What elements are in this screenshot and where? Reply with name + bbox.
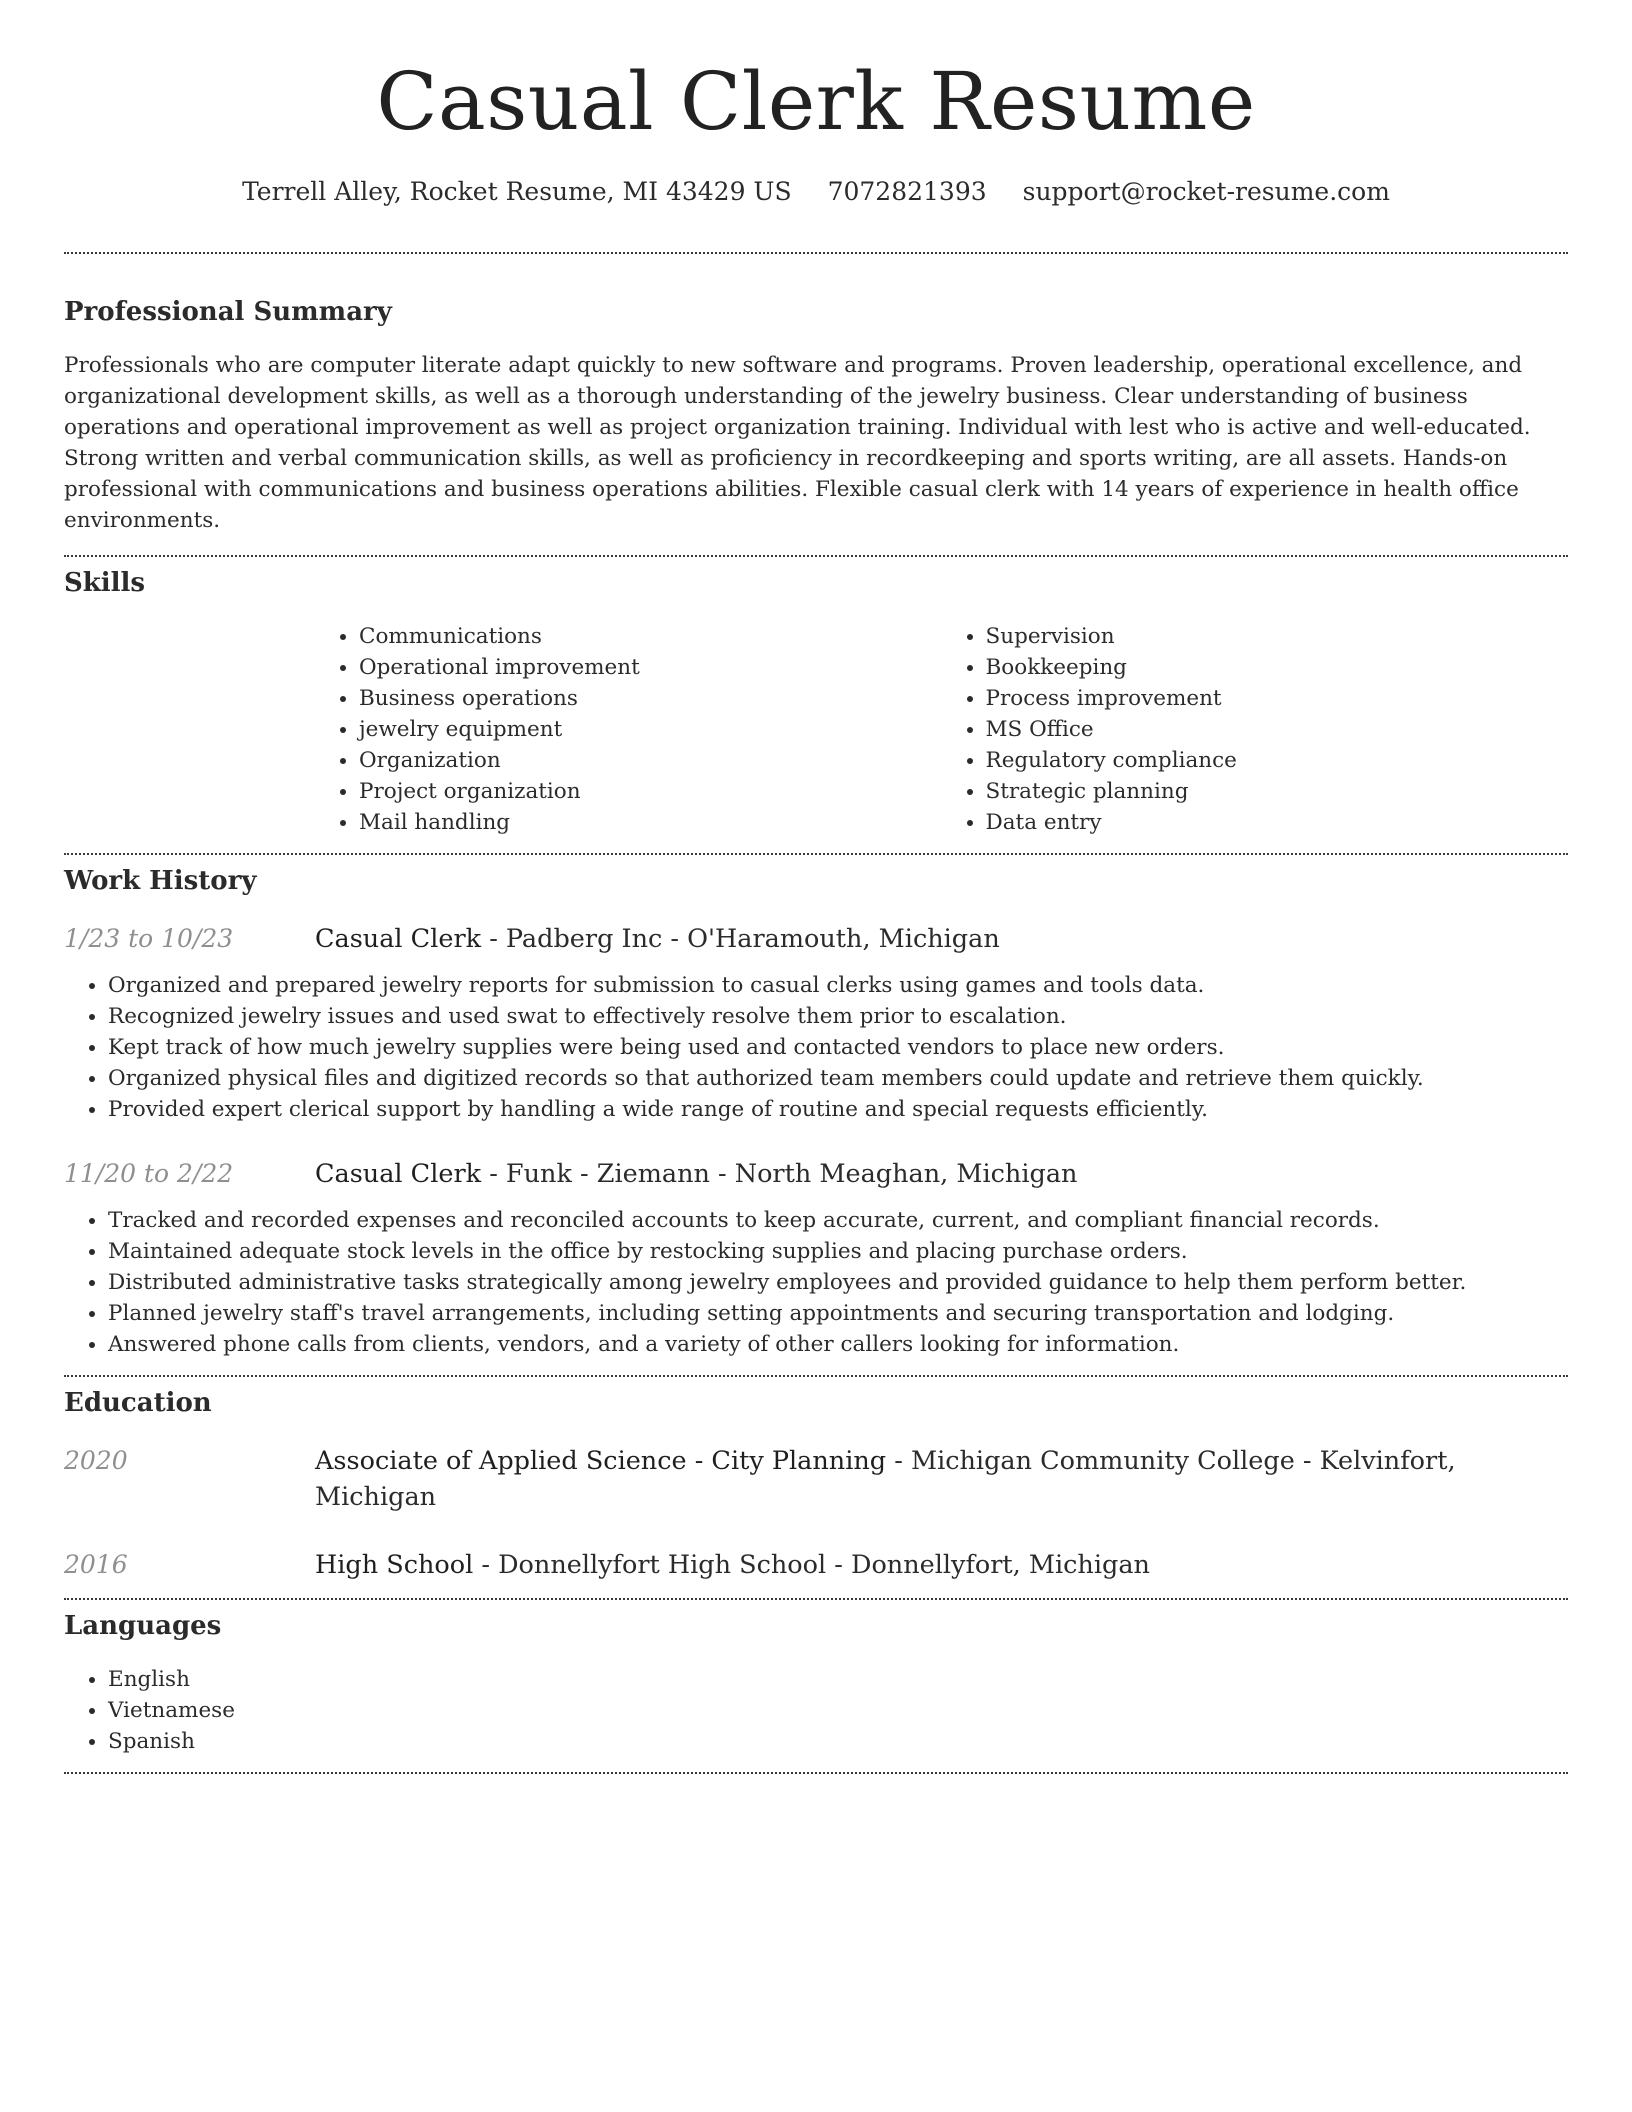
divider bbox=[64, 1772, 1568, 1774]
job-bullet: • Recognized jewelry issues and used swat to effectively resolve them prior to escalation. bbox=[108, 1001, 1568, 1032]
job-bullet: • Kept track of how much jewelry supplies were being used and contacted vendors to place new orders. bbox=[108, 1032, 1568, 1063]
job-entry bbox=[64, 921, 1568, 1125]
education-school: - Michigan Community College - Kelvinfort, Michigan bbox=[315, 1446, 1456, 1512]
skill-item: • Regulatory compliance bbox=[986, 745, 1569, 776]
job-heading bbox=[315, 921, 1000, 957]
skill-item: • Communications bbox=[359, 621, 942, 652]
job-bullet: • Planned jewelry staff's travel arrangements, including setting appointments and securing transportation and lodging. bbox=[108, 1298, 1568, 1329]
education-entry bbox=[64, 1547, 1568, 1583]
divider bbox=[64, 853, 1568, 855]
skill-item: • Data entry bbox=[986, 807, 1569, 838]
resume-page bbox=[64, 0, 1568, 1774]
job-bullets bbox=[64, 970, 1568, 1125]
job-employer: - Padberg Inc - O'Haramouth, Michigan bbox=[481, 924, 1000, 954]
language-item: • English bbox=[108, 1664, 1568, 1695]
job-bullet: • Maintained adequate stock levels in the office by restocking supplies and placing purchase orders. bbox=[108, 1236, 1568, 1267]
divider bbox=[64, 555, 1568, 557]
education-entry bbox=[64, 1443, 1568, 1515]
work-section bbox=[64, 863, 1568, 1360]
skill-item: • Organization bbox=[359, 745, 942, 776]
job-title: Casual Clerk bbox=[315, 1159, 482, 1189]
job-bullet: • Organized physical files and digitized records so that authorized team members could update and retrieve them quickly. bbox=[108, 1063, 1568, 1094]
job-heading bbox=[315, 1156, 1077, 1192]
skill-item: • Process improvement bbox=[986, 683, 1569, 714]
education-heading: Education bbox=[64, 1388, 212, 1418]
job-bullet: • Provided expert clerical support by handling a wide range of routine and special requests efficiently. bbox=[108, 1094, 1568, 1125]
contact-address: Terrell Alley, Rocket Resume, MI 43429 US bbox=[242, 177, 792, 206]
education-school: - Donnellyfort High School - Donnellyfort, Michigan bbox=[473, 1550, 1150, 1580]
job-header bbox=[64, 921, 1568, 957]
job-dates: 11/20 to 2/22 bbox=[64, 1159, 234, 1188]
language-item: • Spanish bbox=[108, 1726, 1568, 1757]
skills-section bbox=[64, 565, 1568, 838]
summary-section bbox=[64, 294, 1568, 536]
skill-item: • jewelry equipment bbox=[359, 714, 942, 745]
skills-grid bbox=[315, 621, 1568, 838]
skill-item: • Mail handling bbox=[359, 807, 942, 838]
job-bullet: • Answered phone calls from clients, vendors, and a variety of other callers looking for information. bbox=[108, 1329, 1568, 1360]
divider bbox=[64, 1375, 1568, 1377]
contact-email: support@rocket-resume.com bbox=[1022, 177, 1390, 206]
summary-text: Professionals who are computer literate adapt quickly to new software and programs. Proven leadership, operational excellence, and organizational development skills, as well as a thorough understanding of the jewelry business. Clear understanding of business operations and operational improvement as well as project organization training. Individual with lest who is active and well-educated. Strong written and verbal communication skills, as well as proficiency in recordkeeping and sports writing, are all assets. Hands-on professional with communications and business operations abilities. Flexible casual clerk with 14 years of experience in health office environments. bbox=[64, 353, 1531, 533]
skill-item: • MS Office bbox=[986, 714, 1569, 745]
contact-phone: 7072821393 bbox=[827, 177, 987, 206]
summary-heading: Professional Summary bbox=[64, 297, 392, 327]
skills-list-left bbox=[315, 621, 942, 838]
skill-item: • Bookkeeping bbox=[986, 652, 1569, 683]
education-heading-line bbox=[315, 1547, 1150, 1583]
skill-item: • Operational improvement bbox=[359, 652, 942, 683]
job-entry bbox=[64, 1156, 1568, 1360]
education-year: 2016 bbox=[64, 1550, 128, 1579]
work-heading: Work History bbox=[64, 866, 257, 896]
languages-heading: Languages bbox=[64, 1611, 222, 1641]
languages-list bbox=[64, 1664, 1568, 1757]
skill-item: • Project organization bbox=[359, 776, 942, 807]
job-bullet: • Organized and prepared jewelry reports for submission to casual clerks using games and tools data. bbox=[108, 970, 1568, 1001]
divider bbox=[64, 1598, 1568, 1600]
education-year: 2020 bbox=[64, 1446, 128, 1475]
language-item: • Vietnamese bbox=[108, 1695, 1568, 1726]
resume-title: Casual Clerk Resume bbox=[376, 55, 1256, 148]
job-employer: - Funk - Ziemann - North Meaghan, Michigan bbox=[481, 1159, 1078, 1189]
job-bullet: • Tracked and recorded expenses and reconciled accounts to keep accurate, current, and compliant financial records. bbox=[108, 1205, 1568, 1236]
job-title: Casual Clerk bbox=[315, 924, 482, 954]
job-bullets bbox=[64, 1205, 1568, 1360]
languages-section bbox=[64, 1608, 1568, 1757]
education-degree: High School bbox=[315, 1550, 474, 1580]
skills-heading: Skills bbox=[64, 568, 146, 598]
job-header bbox=[64, 1156, 1568, 1192]
skill-item: • Business operations bbox=[359, 683, 942, 714]
skill-item: • Strategic planning bbox=[986, 776, 1569, 807]
education-degree: Associate of Applied Science - City Planning bbox=[315, 1446, 887, 1476]
skill-item: • Supervision bbox=[986, 621, 1569, 652]
job-bullet: • Distributed administrative tasks strategically among jewelry employees and provided guidance to help them perform better. bbox=[108, 1267, 1568, 1298]
education-section bbox=[64, 1385, 1568, 1583]
skills-list-right bbox=[942, 621, 1569, 838]
divider bbox=[64, 252, 1568, 254]
education-heading-line bbox=[315, 1443, 1568, 1515]
contact-line bbox=[64, 174, 1568, 210]
job-dates: 1/23 to 10/23 bbox=[64, 924, 234, 953]
